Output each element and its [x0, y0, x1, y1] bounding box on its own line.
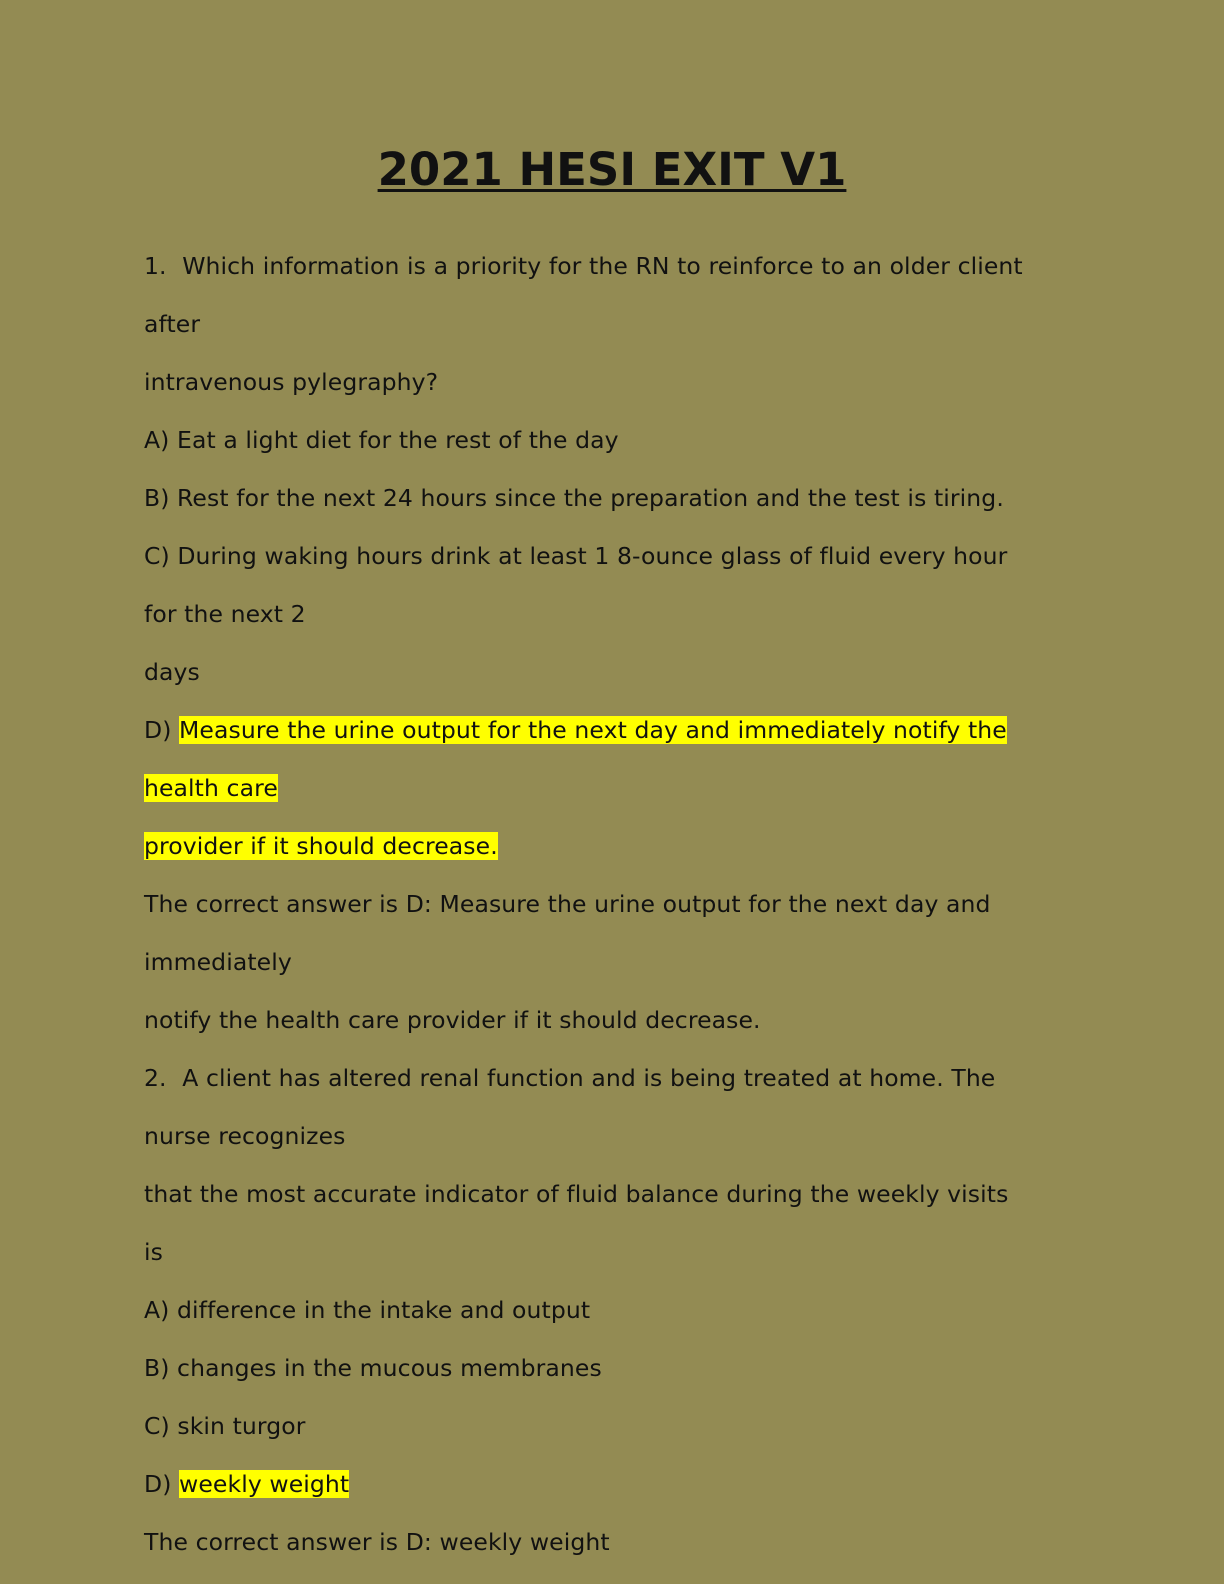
q1-answer-line-2: immediately [144, 948, 292, 976]
q2-number: 2. [144, 1064, 167, 1092]
q2-stem-line-4: is [144, 1238, 163, 1266]
q1-option-a: A) Eat a light diet for the rest of the day [144, 426, 619, 454]
q1-stem-line-3: intravenous pylegraphy? [144, 368, 439, 396]
q1-option-c-line-1: C) During waking hours drink at least 1 8-ounce glass of fluid every hour [144, 542, 1008, 570]
q2-option-a: A) difference in the intake and output [144, 1296, 591, 1324]
q1-option-d-highlight-2: health care [144, 774, 278, 802]
q2-option-d-highlight: weekly weight [179, 1470, 350, 1498]
q2-option-d [144, 1455, 1084, 1513]
q1-answer-line-1: The correct answer is D: Measure the urine output for the next day and [144, 890, 991, 918]
q1-option-d-line-3 [144, 817, 1084, 875]
document-body [144, 237, 1084, 1571]
q2-option-d-prefix: D) [144, 1470, 172, 1498]
q1-option-d-line-2 [144, 759, 1084, 817]
title-text: 2021 HESI EXIT V1 [377, 143, 847, 196]
q1-option-d-highlight-1: Measure the urine output for the next day and immediately notify the [179, 716, 1007, 744]
q1-stem-line-2: after [144, 310, 201, 338]
q1-stem-line-1 [144, 237, 1084, 295]
q1-answer-line-3: notify the health care provider if it should decrease. [144, 1006, 761, 1034]
q2-stem-text-1: A client has altered renal function and is being treated at home. The [182, 1064, 996, 1092]
q1-option-c-line-2: for the next 2 [144, 600, 306, 628]
document-title [0, 140, 1224, 200]
q2-answer: The correct answer is D: weekly weight [144, 1528, 610, 1556]
q2-stem-line-2: nurse recognizes [144, 1122, 346, 1150]
q2-stem-line-3: that the most accurate indicator of fluid balance during the weekly visits [144, 1180, 1009, 1208]
q1-option-b: B) Rest for the next 24 hours since the preparation and the test is tiring. [144, 484, 1004, 512]
q2-option-c: C) skin turgor [144, 1412, 306, 1440]
q1-stem-text-1: Which information is a priority for the RN to reinforce to an older client [182, 252, 1023, 280]
q1-option-d-highlight-3: provider if it should decrease. [144, 832, 498, 860]
q1-number: 1. [144, 252, 167, 280]
q1-option-c-line-3: days [144, 658, 200, 686]
q2-option-b: B) changes in the mucous membranes [144, 1354, 602, 1382]
q1-option-d-line-1 [144, 701, 1084, 759]
q1-option-d-prefix: D) [144, 716, 172, 744]
q2-stem-line-1 [144, 1049, 1084, 1107]
